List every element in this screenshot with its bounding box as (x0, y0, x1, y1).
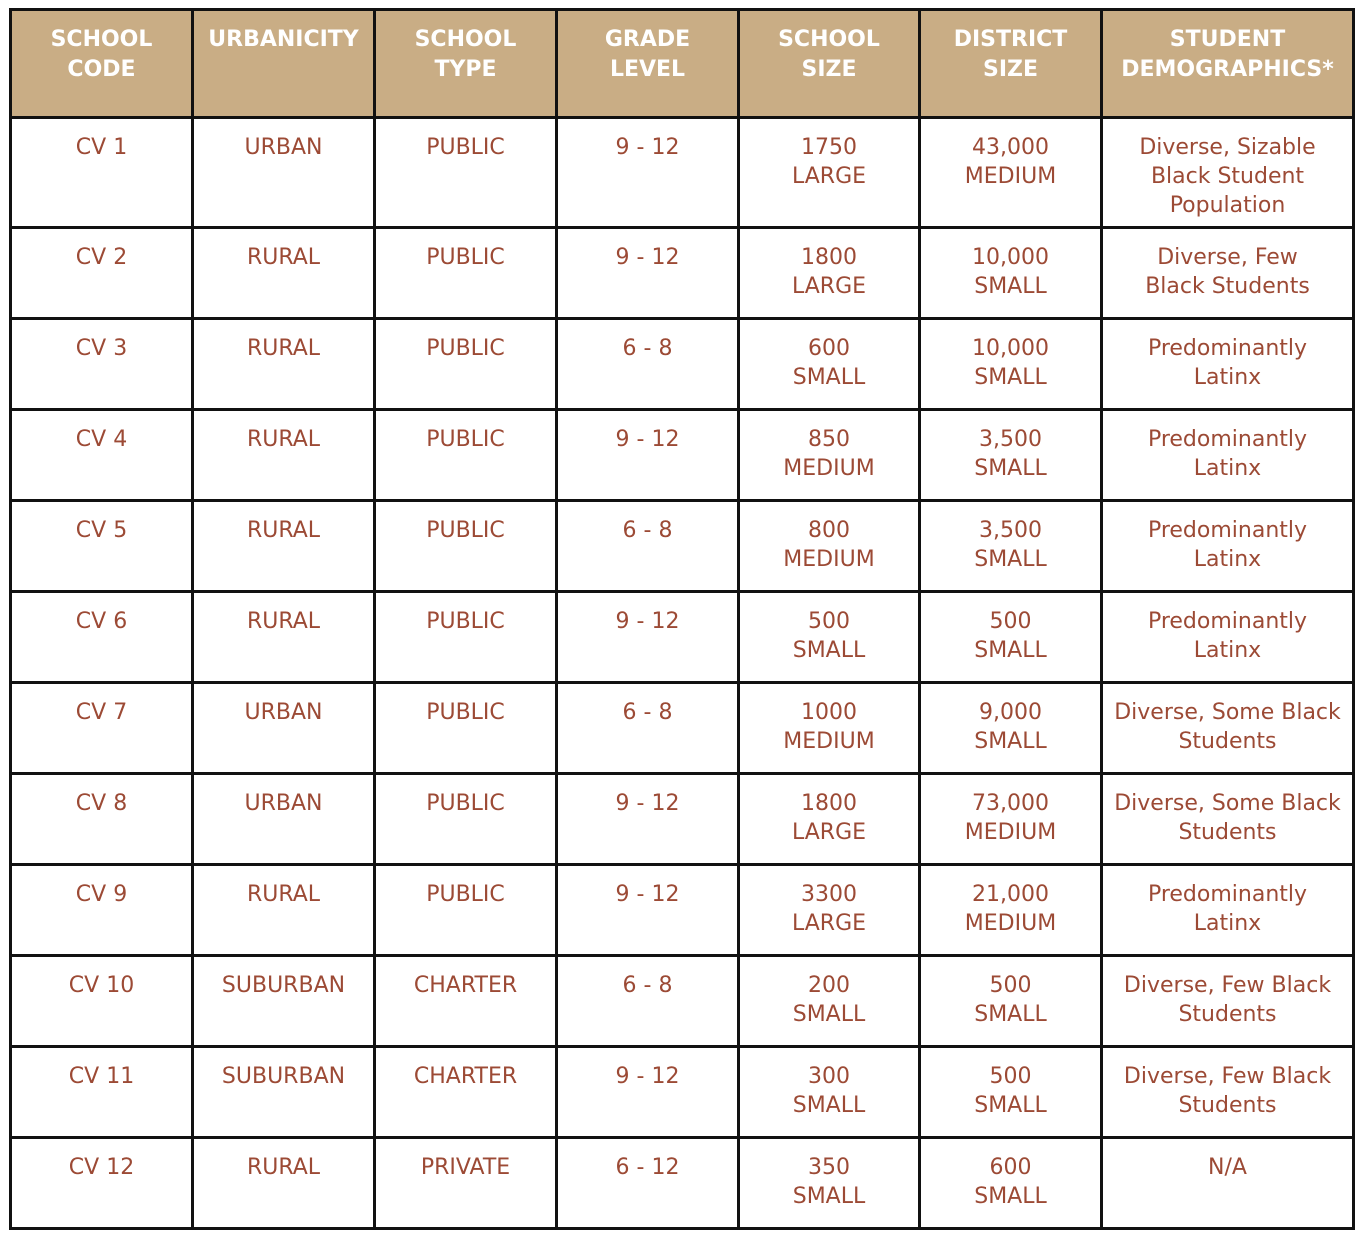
cell-student-demographics (1102, 683, 1354, 774)
cell-school-type (375, 1047, 557, 1138)
header-line: URBANICITY (208, 27, 359, 52)
cell-line: 500 (989, 1064, 1032, 1089)
cell-line: 850 (808, 427, 850, 452)
header-line: SIZE (801, 57, 857, 82)
header-line: GRADE (604, 27, 691, 52)
cell-line: Diverse, Few Black (1123, 1064, 1332, 1089)
header-row (11, 10, 1354, 118)
cell-line: LARGE (791, 820, 867, 845)
cell-line: CHARTER (413, 1064, 518, 1089)
cell-line: 9 - 12 (615, 1064, 680, 1089)
cell-line: MEDIUM (783, 456, 875, 481)
cell-line: CV 12 (68, 1155, 135, 1180)
cell-school-code (11, 956, 193, 1047)
table-row (11, 319, 1354, 410)
cell-line: Students (1178, 1002, 1277, 1027)
cell-line: LARGE (791, 911, 867, 936)
cell-line: CV 1 (75, 135, 128, 160)
cell-line: CV 3 (75, 336, 128, 361)
header-school-code (11, 10, 193, 118)
header-line: SCHOOL (50, 27, 153, 52)
cell-school-code (11, 118, 193, 228)
cell-line: 3,500 (979, 427, 1042, 452)
cell-district-size (920, 118, 1102, 228)
header-urbanicity (193, 10, 375, 118)
cell-school-code (11, 592, 193, 683)
cell-school-type (375, 774, 557, 865)
table-row (11, 501, 1354, 592)
cell-line: URBAN (244, 135, 323, 160)
cell-line: PRIVATE (420, 1155, 511, 1180)
cell-line: 200 (808, 973, 850, 998)
cell-school-code (11, 501, 193, 592)
cell-line: Students (1178, 820, 1277, 845)
cell-student-demographics (1102, 956, 1354, 1047)
cell-line: 9 - 12 (615, 135, 680, 160)
cell-grade-level (557, 1047, 739, 1138)
table-row (11, 1047, 1354, 1138)
cell-school-size (739, 956, 920, 1047)
header-line: CODE (67, 57, 136, 82)
cell-line: 1000 (801, 700, 857, 725)
header-school-type (375, 10, 557, 118)
cell-line: SMALL (792, 1093, 866, 1118)
table-row (11, 956, 1354, 1047)
cell-urbanicity (193, 683, 375, 774)
cell-line: Population (1169, 193, 1286, 218)
cell-line: PUBLIC (426, 700, 505, 725)
cell-line: SMALL (792, 1002, 866, 1027)
table-row (11, 774, 1354, 865)
cell-school-size (739, 865, 920, 956)
cell-line: CV 8 (75, 791, 128, 816)
cell-line: RURAL (246, 518, 321, 543)
school-table (9, 8, 1355, 1230)
cell-urbanicity (193, 956, 375, 1047)
cell-urbanicity (193, 410, 375, 501)
cell-urbanicity (193, 319, 375, 410)
cell-line: Latinx (1193, 456, 1262, 481)
cell-school-type (375, 1138, 557, 1229)
cell-line: SMALL (974, 274, 1047, 299)
cell-school-type (375, 592, 557, 683)
cell-line: Diverse, Sizable (1139, 135, 1316, 160)
cell-grade-level (557, 410, 739, 501)
cell-district-size (920, 228, 1102, 319)
cell-line: 21,000 (972, 882, 1049, 907)
cell-line: N/A (1208, 1155, 1247, 1180)
cell-line: SMALL (974, 547, 1047, 572)
cell-line: CV 2 (75, 245, 128, 270)
cell-line: 9 - 12 (615, 245, 680, 270)
cell-line: CHARTER (413, 973, 518, 998)
cell-line: CV 4 (75, 427, 128, 452)
cell-line: Latinx (1193, 365, 1262, 390)
cell-student-demographics (1102, 592, 1354, 683)
cell-urbanicity (193, 118, 375, 228)
cell-line: Diverse, Few Black (1123, 973, 1332, 998)
cell-grade-level (557, 592, 739, 683)
cell-line: Predominantly (1147, 609, 1308, 634)
cell-grade-level (557, 956, 739, 1047)
cell-student-demographics (1102, 501, 1354, 592)
cell-line: SMALL (792, 1184, 866, 1209)
cell-line: PUBLIC (426, 609, 505, 634)
cell-line: CV 11 (68, 1064, 135, 1089)
cell-line: 800 (808, 518, 850, 543)
cell-school-type (375, 319, 557, 410)
table-row (11, 865, 1354, 956)
cell-district-size (920, 865, 1102, 956)
header-line: DISTRICT (953, 27, 1068, 52)
cell-line: SMALL (974, 729, 1047, 754)
header-line: SCHOOL (778, 27, 880, 52)
cell-school-code (11, 865, 193, 956)
cell-school-size (739, 228, 920, 319)
cell-line: SMALL (974, 638, 1047, 663)
cell-line: Diverse, Some Black (1114, 791, 1341, 816)
cell-line: RURAL (246, 609, 321, 634)
cell-school-size (739, 774, 920, 865)
cell-line: CV 9 (75, 882, 128, 907)
header-school-size (739, 10, 920, 118)
cell-district-size (920, 319, 1102, 410)
cell-line: 10,000 (972, 336, 1049, 361)
cell-line: 3300 (801, 882, 857, 907)
cell-line: Predominantly (1147, 882, 1308, 907)
cell-line: MEDIUM (964, 911, 1057, 936)
cell-line: 1750 (801, 135, 857, 160)
cell-line: Diverse, Few (1157, 245, 1298, 270)
cell-line: 9 - 12 (615, 427, 680, 452)
cell-urbanicity (193, 501, 375, 592)
cell-line: SMALL (974, 365, 1047, 390)
cell-line: 1800 (801, 791, 857, 816)
cell-line: 6 - 8 (622, 518, 673, 543)
cell-urbanicity (193, 1047, 375, 1138)
cell-student-demographics (1102, 228, 1354, 319)
cell-line: Latinx (1193, 547, 1262, 572)
cell-line: 10,000 (972, 245, 1049, 270)
header-line: TYPE (434, 57, 497, 82)
cell-school-code (11, 1047, 193, 1138)
header-line: LEVEL (609, 57, 686, 82)
cell-district-size (920, 592, 1102, 683)
cell-line: 43,000 (972, 135, 1049, 160)
cell-line: 6 - 8 (622, 973, 673, 998)
cell-line: 350 (808, 1155, 850, 1180)
cell-line: PUBLIC (426, 135, 505, 160)
cell-line: 500 (989, 609, 1032, 634)
cell-line: SMALL (792, 365, 866, 390)
cell-line: CV 5 (75, 518, 128, 543)
cell-line: SMALL (974, 1093, 1047, 1118)
cell-school-type (375, 501, 557, 592)
cell-line: PUBLIC (426, 336, 505, 361)
cell-school-size (739, 410, 920, 501)
cell-line: RURAL (246, 1155, 321, 1180)
cell-district-size (920, 774, 1102, 865)
cell-line: CV 10 (68, 973, 135, 998)
cell-school-type (375, 683, 557, 774)
cell-school-type (375, 228, 557, 319)
cell-line: MEDIUM (783, 547, 875, 572)
cell-student-demographics (1102, 410, 1354, 501)
cell-student-demographics (1102, 118, 1354, 228)
cell-school-code (11, 319, 193, 410)
cell-student-demographics (1102, 1138, 1354, 1229)
cell-line: URBAN (244, 700, 323, 725)
header-line: SCHOOL (414, 27, 517, 52)
cell-school-type (375, 118, 557, 228)
cell-line: LARGE (791, 274, 867, 299)
header-line: STUDENT (1169, 27, 1286, 52)
cell-line: 6 - 8 (622, 700, 673, 725)
table-row (11, 592, 1354, 683)
cell-grade-level (557, 774, 739, 865)
cell-line: 600 (808, 336, 850, 361)
cell-district-size (920, 1047, 1102, 1138)
cell-line: MEDIUM (783, 729, 875, 754)
cell-line: 500 (989, 973, 1032, 998)
cell-line: SMALL (792, 638, 866, 663)
cell-line: CV 6 (75, 609, 128, 634)
cell-line: Predominantly (1147, 427, 1308, 452)
header-district-size (920, 10, 1102, 118)
cell-grade-level (557, 118, 739, 228)
cell-line: Black Students (1145, 274, 1310, 299)
cell-school-code (11, 774, 193, 865)
cell-line: CV 7 (75, 700, 128, 725)
header-line: SIZE (982, 57, 1038, 82)
cell-school-size (739, 592, 920, 683)
cell-line: Students (1178, 1093, 1277, 1118)
header-grade-level (557, 10, 739, 118)
cell-line: SMALL (974, 456, 1047, 481)
cell-line: 9 - 12 (615, 882, 680, 907)
cell-line: Predominantly (1147, 518, 1308, 543)
cell-line: MEDIUM (964, 164, 1057, 189)
cell-line: Latinx (1193, 911, 1262, 936)
cell-school-type (375, 410, 557, 501)
cell-school-code (11, 228, 193, 319)
cell-school-code (11, 1138, 193, 1229)
header-line: DEMOGRAPHICS* (1121, 57, 1334, 82)
cell-urbanicity (193, 228, 375, 319)
cell-line: Latinx (1193, 638, 1262, 663)
cell-line: SMALL (974, 1184, 1047, 1209)
cell-grade-level (557, 228, 739, 319)
cell-school-code (11, 683, 193, 774)
cell-line: 6 - 8 (622, 336, 673, 361)
cell-line: MEDIUM (964, 820, 1057, 845)
table-body (11, 118, 1354, 1229)
cell-line: 9 - 12 (615, 609, 680, 634)
cell-line: RURAL (246, 427, 321, 452)
cell-school-code (11, 410, 193, 501)
cell-school-type (375, 865, 557, 956)
cell-line: RURAL (246, 882, 321, 907)
cell-line: Students (1178, 729, 1277, 754)
cell-grade-level (557, 865, 739, 956)
cell-student-demographics (1102, 1047, 1354, 1138)
cell-school-type (375, 956, 557, 1047)
cell-line: Black Student (1150, 164, 1305, 189)
cell-urbanicity (193, 774, 375, 865)
cell-school-size (739, 1138, 920, 1229)
cell-student-demographics (1102, 319, 1354, 410)
cell-school-size (739, 501, 920, 592)
cell-school-size (739, 319, 920, 410)
cell-line: 3,500 (979, 518, 1042, 543)
cell-line: 1800 (801, 245, 857, 270)
table-row (11, 228, 1354, 319)
table-row (11, 118, 1354, 228)
cell-line: RURAL (246, 245, 321, 270)
cell-line: PUBLIC (426, 791, 505, 816)
cell-urbanicity (193, 1138, 375, 1229)
table-row (11, 410, 1354, 501)
cell-line: SUBURBAN (221, 1064, 346, 1089)
cell-grade-level (557, 501, 739, 592)
cell-line: 9 - 12 (615, 791, 680, 816)
cell-urbanicity (193, 865, 375, 956)
cell-line: 500 (808, 609, 850, 634)
cell-urbanicity (193, 592, 375, 683)
cell-grade-level (557, 1138, 739, 1229)
cell-line: 6 - 12 (615, 1155, 680, 1180)
cell-line: PUBLIC (426, 518, 505, 543)
cell-district-size (920, 501, 1102, 592)
cell-student-demographics (1102, 774, 1354, 865)
cell-line: 73,000 (972, 791, 1049, 816)
cell-line: Predominantly (1147, 336, 1308, 361)
cell-line: LARGE (791, 164, 867, 189)
cell-student-demographics (1102, 865, 1354, 956)
cell-line: 600 (989, 1155, 1032, 1180)
cell-district-size (920, 1138, 1102, 1229)
cell-line: URBAN (244, 791, 323, 816)
cell-school-size (739, 118, 920, 228)
cell-line: PUBLIC (426, 245, 505, 270)
header-student-demographics (1102, 10, 1354, 118)
table-row (11, 1138, 1354, 1229)
cell-line: RURAL (246, 336, 321, 361)
cell-school-size (739, 683, 920, 774)
cell-line: Diverse, Some Black (1114, 700, 1341, 725)
cell-line: SUBURBAN (221, 973, 346, 998)
cell-district-size (920, 410, 1102, 501)
cell-district-size (920, 683, 1102, 774)
cell-line: PUBLIC (426, 882, 505, 907)
table-row (11, 683, 1354, 774)
cell-grade-level (557, 319, 739, 410)
cell-line: PUBLIC (426, 427, 505, 452)
cell-grade-level (557, 683, 739, 774)
cell-line: SMALL (974, 1002, 1047, 1027)
cell-line: 9,000 (979, 700, 1042, 725)
cell-school-size (739, 1047, 920, 1138)
cell-district-size (920, 956, 1102, 1047)
cell-line: 300 (808, 1064, 850, 1089)
